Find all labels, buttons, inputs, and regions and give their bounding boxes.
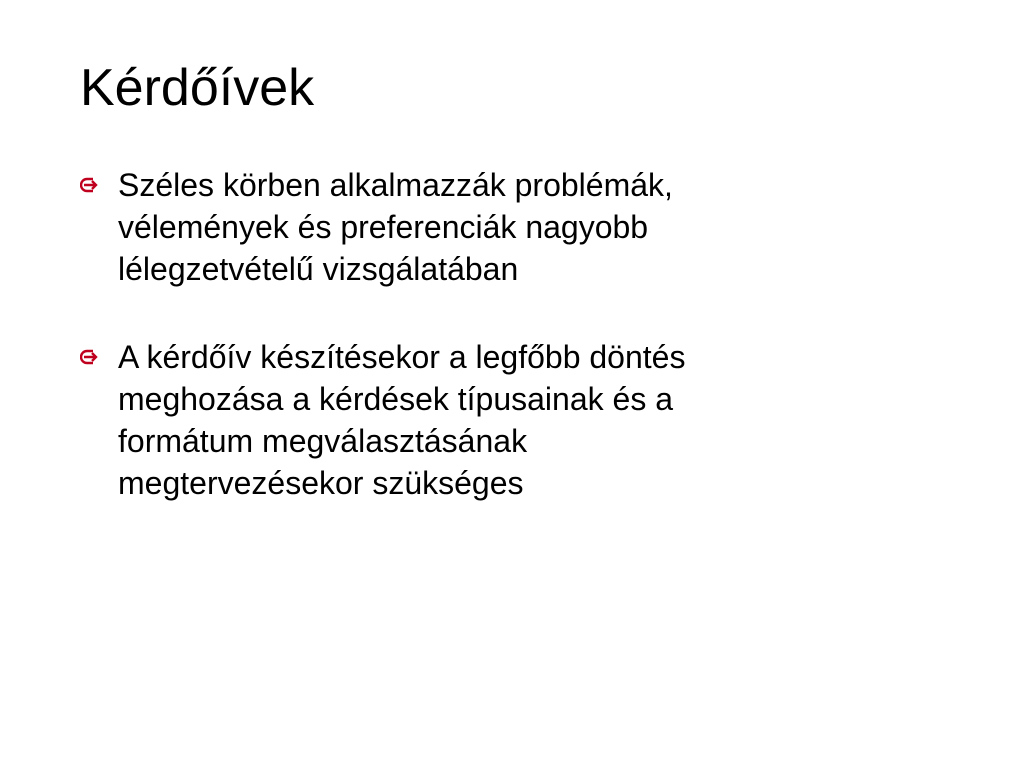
slide-title: Kérdőívek xyxy=(80,59,315,117)
bullet-text: A kérdőív készítésekor a legfőbb döntés meghozása a kérdések típusainak és a formátum megválasztásának megtervezésekor szükséges xyxy=(118,339,686,501)
bullet-list xyxy=(80,164,960,550)
arrow-bullet-icon xyxy=(80,349,100,365)
arrow-bullet-icon xyxy=(80,177,100,193)
bullet-item xyxy=(80,336,960,504)
bullet-text: Széles körben alkalmazzák problémák, vélemények és preferenciák nagyobb lélegzetvételű vizsgálatában xyxy=(118,167,673,287)
bullet-item xyxy=(80,164,960,290)
